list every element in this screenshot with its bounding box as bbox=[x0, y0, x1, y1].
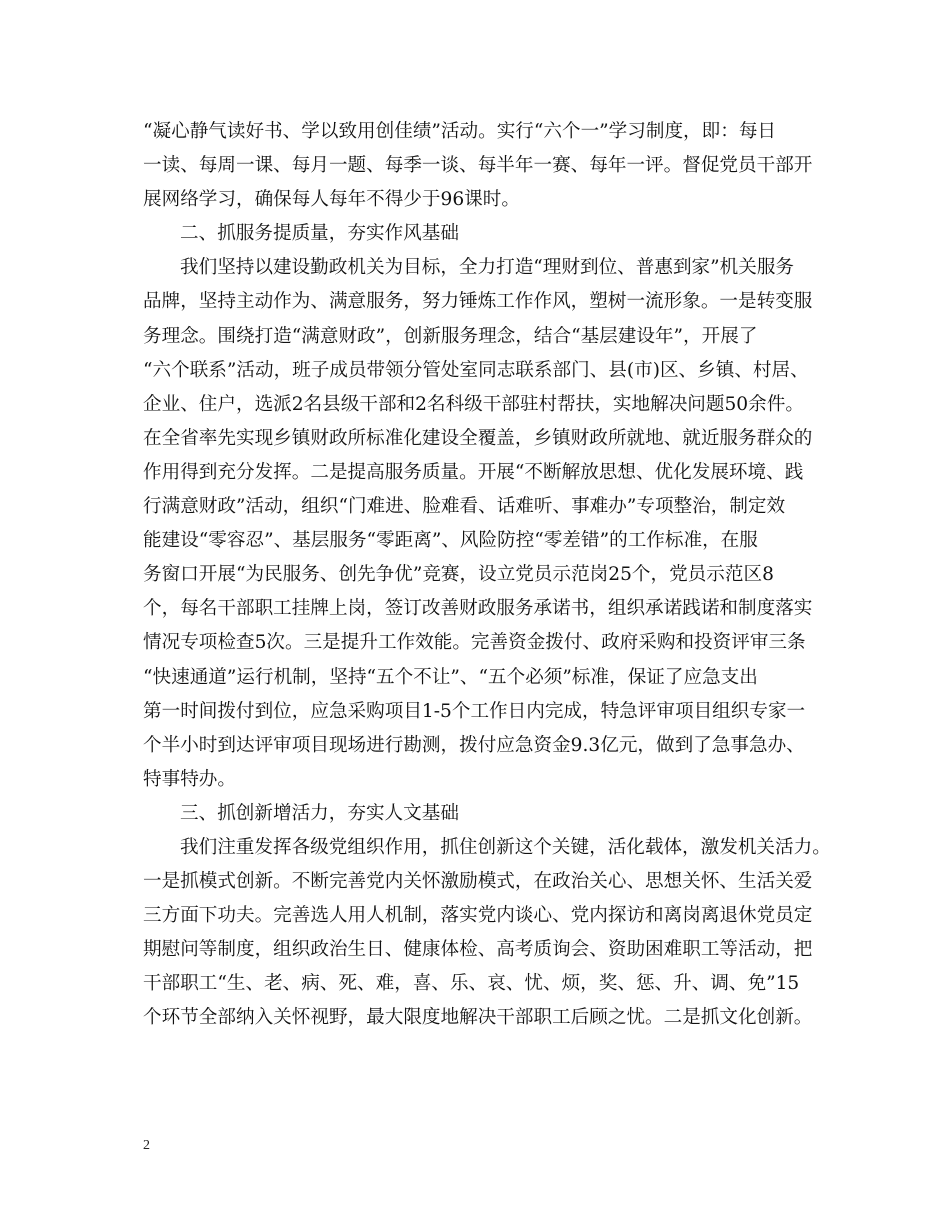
document-body bbox=[143, 115, 831, 1036]
paragraph-line: 个半小时到达评审项目现场进行勘测，拨付应急资金9.3亿元，做到了急事急办、 bbox=[143, 734, 805, 756]
paragraph-line: 期慰问等制度，组织政治生日、健康体检、高考质询会、资助困难职工等活动，把 bbox=[143, 939, 813, 961]
paragraph-line: 能建设“零容忍”、基层服务“零距离”、风险防控“零差错”的工作标准，在服 bbox=[143, 530, 758, 552]
paragraph-line: 企业、住户，选派2名县级干部和2名科级干部驻村帮扶，实地解决问题50余件。 bbox=[143, 393, 804, 415]
paragraph-line: 务理念。围绕打造“满意财政”，创新服务理念，结合“基层建设年”，开展了 bbox=[143, 325, 758, 347]
paragraph-line: 一读、每周一课、每月一题、每季一谈、每半年一赛、每年一评。督促党员干部开 bbox=[143, 155, 813, 177]
paragraph-line: 在全省率先实现乡镇财政所标准化建设全覆盖，乡镇财政所就地、就近服务群众的 bbox=[143, 427, 813, 449]
paragraph-line: “快速通道”运行机制，坚持“五个不让”、“五个必须”标准，保证了应急支出 bbox=[143, 666, 758, 688]
paragraph-line: 三方面下功夫。完善选人用人机制，落实党内谈心、党内探访和离岗离退休党员定 bbox=[143, 905, 813, 927]
paragraph-line: 务窗口开展“为民服务、创先争优”竞赛，设立党员示范岗25个，党员示范区8 bbox=[143, 564, 774, 586]
paragraph-line: 个，每名干部职工挂牌上岗，签订改善财政服务承诺书，组织承诺践诺和制度落实 bbox=[143, 598, 813, 620]
paragraph-line: “凝心静气读好书、学以致用创佳绩”活动。实行“六个一”学习制度，即：每日 bbox=[143, 121, 777, 142]
page-number: 2 bbox=[143, 1138, 150, 1153]
paragraph-line: 干部职工“生、老、病、死、难，喜、乐、哀、忧、烦，奖、惩、升、调、免”15 bbox=[143, 973, 800, 995]
paragraph-line: 个环节全部纳入关怀视野，最大限度地解决干部职工后顾之忧。二是抓文化创新。 bbox=[143, 1007, 813, 1029]
paragraph-line: 情况专项检查5次。三是提升工作效能。完善资金拨付、政府采购和投资评审三条 bbox=[143, 632, 806, 654]
paragraph-line: 作用得到充分发挥。二是提高服务质量。开展“不断解放思想、优化发展环境、践 bbox=[143, 461, 804, 483]
paragraph-line: 行满意财政”活动，组织“门难进、脸难看、话难听、事难办”专项整治，制定效 bbox=[143, 496, 786, 518]
paragraph-line: 展网络学习，确保每人每年不得少于96课时。 bbox=[143, 189, 520, 211]
paragraph-first-line: 我们坚持以建设勤政机关为目标，全力打造“理财到位、普惠到家”机关服务 bbox=[180, 257, 795, 279]
paragraph-first-line: 二、抓服务提质量，夯实作风基础 bbox=[180, 223, 459, 245]
paragraph-first-line: 我们注重发挥各级党组织作用，抓住创新这个关键，活化载体，激发机关活力。 bbox=[180, 836, 831, 858]
paragraph-line: 一是抓模式创新。不断完善党内关怀激励模式，在政治关心、思想关怀、生活关爱 bbox=[143, 871, 813, 893]
paragraph-first-line: 三、抓创新增活力，夯实人文基础 bbox=[180, 802, 459, 824]
paragraph-line: 特事特办。 bbox=[143, 768, 236, 790]
paragraph-line: 品牌，坚持主动作为、满意服务，努力锤炼工作作风，塑树一流形象。一是转变服 bbox=[143, 291, 813, 313]
paragraph-line: 第一时间拨付到位，应急采购项目1-5个工作日内完成，特急评审项目组织专家一 bbox=[143, 700, 806, 722]
paragraph-line: “六个联系”活动，班子成员带领分管处室同志联系部门、县(市)区、乡镇、村居、 bbox=[143, 359, 809, 381]
